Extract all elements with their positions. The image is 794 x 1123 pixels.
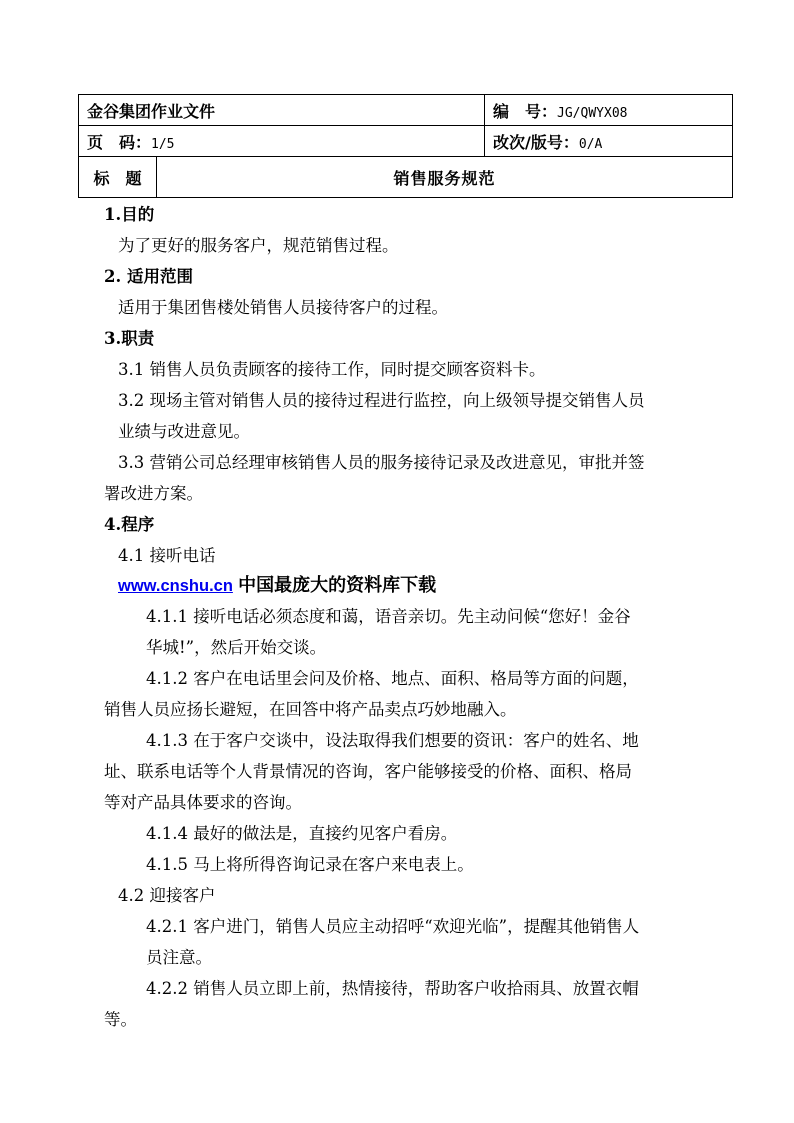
section-4-1-2-line-2: 销售人员应扬长避短，在回答中将产品卖点巧妙地融入。 [104, 700, 517, 719]
company-doc-label: 金谷集团作业文件 [87, 101, 216, 121]
section-4-title: 4.程序 [104, 515, 155, 534]
section-4-2-2-line-2: 等。 [104, 1010, 137, 1029]
banner-text: 中国最庞大的资料库下载 [238, 575, 437, 596]
section-4-1-3-line-1: 4.1.3 在于客户交谈中，设法取得我们想要的资讯：客户的姓名、地 [146, 731, 639, 750]
section-3-2-line-2: 业绩与改进意见。 [118, 422, 250, 441]
section-4-1: 4.1 接听电话 [118, 546, 216, 565]
document-header-table [78, 94, 733, 198]
section-3-2-line-1: 3.2 现场主管对销售人员的接待过程进行监控，向上级领导提交销售人员 [118, 391, 645, 410]
doc-code-value: JG/QWYX08 [557, 105, 628, 121]
section-4-1-4: 4.1.4 最好的做法是，直接约见客户看房。 [146, 824, 458, 843]
revision-label: 改次/版号： [493, 132, 579, 152]
section-2-title: 2. 适用范围 [104, 267, 193, 286]
company-doc-cell [79, 95, 485, 126]
page-label: 页 码： [87, 132, 152, 152]
section-4-2: 4.2 迎接客户 [118, 886, 216, 905]
section-4-1-2-line-1: 4.1.2 客户在电话里会问及价格、地点、面积、格局等方面的问题， [146, 669, 639, 688]
revision-value: 0/A [578, 136, 603, 152]
section-4-1-3-line-2: 址、联系电话等个人背景情况的咨询，客户能够接受的价格、面积、格局 [104, 762, 632, 781]
section-4-2-1-line-1: 4.2.1 客户进门，销售人员应主动招呼“欢迎光临”，提醒其他销售人 [146, 917, 640, 936]
page-title: 销售服务规范 [157, 157, 733, 198]
section-4-2-1-line-2: 员注意。 [146, 948, 212, 967]
section-3-1: 3.1 销售人员负责顾客的接待工作，同时提交顾客资料卡。 [118, 360, 546, 379]
subject-label: 标 题 [93, 168, 142, 188]
section-1-text: 为了更好的服务客户，规范销售过程。 [118, 236, 399, 255]
banner-line [118, 575, 436, 597]
section-3-title: 3.职责 [104, 329, 155, 348]
section-4-1-1-line-2: 华城!”，然后开始交谈。 [146, 638, 327, 657]
section-4-1-1-line-1: 4.1.1 接听电话必须态度和蔼，语音亲切。先主动问候“您好！金谷 [146, 607, 631, 626]
revision-cell [485, 126, 733, 157]
page-value: 1/5 [151, 136, 175, 152]
section-4-1-5: 4.1.5 马上将所得咨询记录在客户来电表上。 [146, 855, 474, 874]
section-4-1-3-line-3: 等对产品具体要求的咨询。 [104, 793, 302, 812]
page-cell [79, 126, 485, 157]
section-3-3-line-2: 署改进方案。 [104, 484, 203, 503]
doc-code-label: 编 号： [493, 101, 558, 121]
site-link[interactable]: www.cnshu.cn [118, 577, 233, 595]
doc-code-cell [485, 95, 733, 126]
section-2-text: 适用于集团售楼处销售人员接待客户的过程。 [118, 298, 448, 317]
section-3-3-line-1: 3.3 营销公司总经理审核销售人员的服务接待记录及改进意见，审批并签 [118, 453, 645, 472]
subject-label-cell [79, 157, 157, 198]
section-4-2-2-line-1: 4.2.2 销售人员立即上前，热情接待，帮助客户收拾雨具、放置衣帽 [146, 979, 639, 998]
section-1-title: 1.目的 [104, 205, 155, 224]
